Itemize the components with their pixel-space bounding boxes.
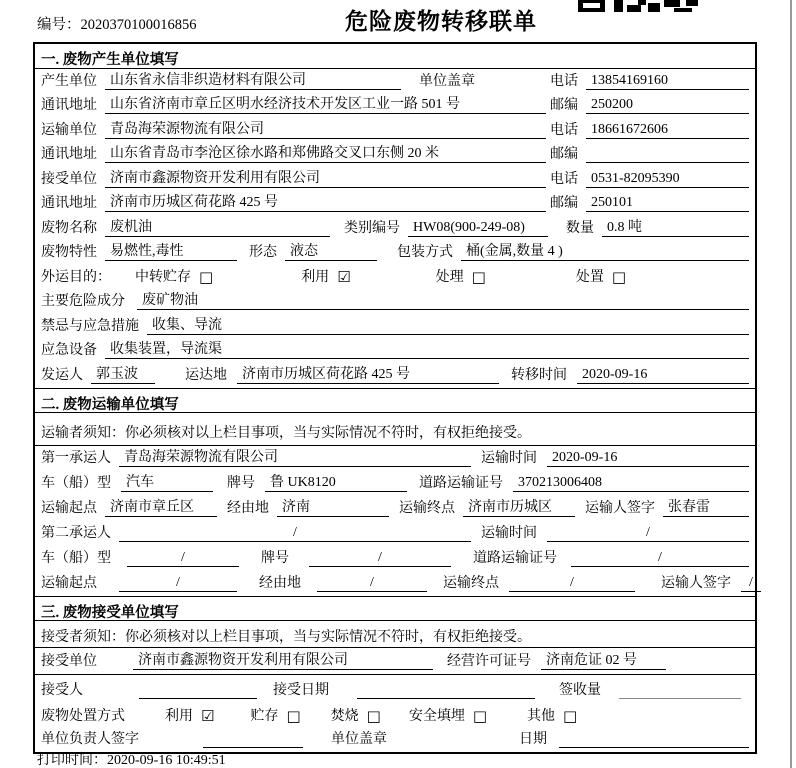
checkbox-checked-icon: ☑: [201, 707, 215, 725]
option-label: 利用: [301, 269, 330, 285]
zip-label: 邮编: [550, 98, 578, 113]
via-label: 经由地: [227, 500, 269, 516]
receiver-notice: 接受者须知：你必须核对以上栏目事项，当与实际情况不符时，有权拒绝接受。: [35, 621, 755, 648]
accept-date-value: [357, 682, 535, 699]
license-value: 济南危证 02 号: [541, 649, 666, 670]
date-label: 日期: [519, 731, 547, 747]
transporter-row: [35, 118, 755, 143]
purpose-option-transfer-storage: [135, 266, 213, 286]
carrier-sign-1-value: 张春雷: [663, 496, 749, 517]
option-label: 贮存: [250, 708, 279, 724]
address-label: 通讯地址: [41, 98, 97, 113]
hazard-component-value: 废矿物油: [137, 289, 749, 310]
option-label: 处理: [435, 269, 464, 285]
transporter-address-value: 山东省青岛市李沧区徐水路和郑佛路交叉口东侧 20 米: [105, 142, 546, 163]
received-amount-value: [619, 682, 741, 699]
disposal-option-storage: [250, 705, 300, 725]
transporter-label: 运输单位: [41, 122, 97, 138]
quantity-label: 数量: [566, 220, 594, 236]
receiver-address-value: 济南市历城区荷花路 425 号: [105, 191, 546, 212]
vehicle-type-1-value: 汽车: [121, 471, 213, 492]
checkbox-unchecked-icon: □: [472, 707, 488, 725]
checkbox-unchecked-icon: □: [611, 268, 627, 286]
waste-property-row: [35, 241, 755, 266]
accept-unit-value: 济南市鑫源物资开发利用有限公司: [133, 649, 433, 670]
waste-property-value: 易燃性,毒性: [105, 240, 237, 261]
vehicle-type-label: 车（船）型: [41, 550, 111, 566]
producer-zip-value: 250200: [586, 97, 749, 114]
accept-person-value: [139, 682, 257, 699]
checkbox-unchecked-icon: □: [366, 707, 381, 725]
section-3-title: 三. 废物接受单位填写: [35, 596, 755, 621]
print-time-value: 2020-09-16 10:49:51: [107, 753, 226, 768]
receiver-zip-value: 250101: [586, 195, 749, 212]
accept-person-row: [35, 675, 755, 703]
checkbox-unchecked-icon: □: [471, 268, 486, 286]
end-label: 运输终点: [443, 575, 499, 591]
destination-label: 运达地: [185, 367, 227, 383]
transfer-purpose-row: [35, 265, 755, 290]
carrier-sign-2-value: /: [741, 575, 761, 592]
print-time-line: [37, 749, 226, 768]
road-cert-1-value: 370213006408: [513, 475, 749, 492]
transport-time-label: 运输时间: [481, 450, 537, 466]
accept-unit-label: 接受单位: [41, 653, 97, 669]
plate-2-value: /: [309, 550, 451, 567]
purpose-option-utilize: [301, 266, 350, 286]
transporter-value: 青岛海荣源物流有限公司: [105, 118, 546, 139]
form-value: 液态: [285, 240, 377, 261]
plate-label: 牌号: [261, 550, 289, 566]
accept-person-label: 接受人: [41, 682, 83, 698]
transport-time-2-value: /: [547, 525, 749, 542]
transporter-address-row: [35, 143, 755, 168]
shipper-row: [35, 363, 755, 388]
category-value: HW08(900-249-08): [408, 220, 548, 237]
route-2-row: [35, 571, 755, 596]
origin-label: 运输起点: [41, 500, 97, 516]
hazard-component-label: 主要危险成分: [41, 294, 125, 309]
road-cert-2-value: /: [571, 550, 749, 567]
packing-value: 桶(金属,数量 4 ): [461, 240, 749, 261]
form-label: 形态: [249, 245, 277, 260]
second-carrier-value: /: [119, 525, 471, 542]
road-cert-label: 道路运输证号: [419, 475, 503, 491]
disposal-method-label: 废物处置方式: [41, 708, 125, 724]
emergency-measures-value: 收集、导流: [147, 314, 749, 335]
transporter-notice: 运输者须知：你必须核对以上栏目事项，当与实际情况不符时，有权拒绝接受。: [35, 413, 755, 446]
disposal-method-row: [35, 703, 755, 729]
zip-label: 邮编: [550, 196, 578, 211]
road-cert-label: 道路运输证号: [473, 550, 557, 566]
end-label: 运输终点: [399, 500, 455, 516]
license-label: 经营许可证号: [447, 653, 531, 669]
phone-label: 电话: [550, 171, 578, 187]
vehicle-2-row: [35, 546, 755, 571]
checkbox-unchecked-icon: □: [286, 707, 301, 725]
transporter-group: [41, 118, 546, 139]
via-1-value: 济南: [277, 496, 389, 517]
disposal-option-incinerate: [331, 705, 381, 725]
phone-label: 电话: [550, 122, 578, 138]
page-title: 危险废物转移联单: [345, 9, 537, 34]
disposal-option-other: [527, 705, 577, 725]
date-value: [559, 731, 749, 748]
option-label: 安全填埋: [408, 708, 465, 724]
option-label: 处置: [575, 269, 604, 285]
address-label: 通讯地址: [41, 147, 97, 162]
section-1-title: 一. 废物产生单位填写: [35, 44, 755, 69]
producer-address-group: [41, 93, 546, 114]
producer-row: [35, 69, 755, 94]
origin-1-value: 济南市章丘区: [105, 496, 217, 517]
end-1-value: 济南市历城区: [463, 496, 575, 517]
waste-property-label: 废物特性: [41, 245, 97, 260]
vehicle-type-2-value: /: [127, 550, 239, 567]
vehicle-1-row: [35, 471, 755, 496]
zip-label: 邮编: [550, 147, 578, 162]
transfer-time-value: 2020-09-16: [577, 367, 749, 384]
transport-time-label: 运输时间: [481, 525, 537, 541]
doc-number-label: 编号：: [37, 17, 81, 33]
emergency-equipment-value: 收集装置，导流渠: [105, 338, 749, 359]
option-label: 中转贮存: [135, 269, 191, 285]
qr-code-fragment-icon: [578, 0, 702, 17]
waste-name-value: 废机油: [105, 216, 330, 237]
second-carrier-label: 第二承运人: [41, 525, 111, 541]
producer-phone-value: 13854169160: [586, 73, 749, 90]
emergency-equipment-label: 应急设备: [41, 343, 97, 358]
print-time-label: 打印时间：: [37, 753, 107, 768]
responsible-sign-value: [203, 731, 303, 748]
origin-2-value: /: [119, 575, 237, 592]
emergency-measures-label: 禁忌与应急措施: [41, 318, 139, 334]
unit-seal-label: 单位盖章: [419, 73, 475, 89]
receiver-unit-label: 接受单位: [41, 171, 97, 187]
accept-unit-row: [35, 648, 755, 675]
waste-name-row: [35, 216, 755, 241]
plate-1-value: 鲁 UK8120: [265, 471, 407, 492]
first-carrier-row: [35, 446, 755, 471]
plate-label: 牌号: [227, 475, 255, 491]
hazard-component-row: [35, 290, 755, 315]
first-carrier-label: 第一承运人: [41, 450, 111, 466]
producer-address-value: 山东省济南市章丘区明水经济技术开发区工业一路 501 号: [105, 93, 546, 114]
transfer-purpose-label: 外运目的：: [41, 269, 111, 285]
quantity-value: 0.8 吨: [602, 216, 749, 237]
checkbox-unchecked-icon: □: [199, 268, 214, 286]
page-edge-divider: [790, 0, 792, 768]
route-1-row: [35, 496, 755, 521]
address-label: 通讯地址: [41, 196, 97, 211]
vehicle-type-label: 车（船）型: [41, 475, 111, 491]
origin-label: 运输起点: [41, 575, 97, 591]
via-label: 经由地: [259, 575, 301, 591]
transfer-time-label: 转移时间: [511, 367, 567, 383]
emergency-equipment-row: [35, 339, 755, 364]
first-carrier-value: 青岛海荣源物流有限公司: [119, 446, 471, 467]
via-2-value: /: [317, 575, 427, 592]
receiver-address-group: [41, 191, 546, 212]
transporter-address-group: [41, 142, 546, 163]
end-2-value: /: [509, 575, 635, 592]
waste-name-label: 废物名称: [41, 220, 97, 236]
option-label: 焚烧: [330, 708, 359, 724]
doc-number-value: 2020370100016856: [80, 17, 197, 33]
producer-label: 产生单位: [41, 73, 97, 89]
disposal-option-landfill: [409, 705, 487, 725]
receiver-unit-value: 济南市鑫源物资开发利用有限公司: [105, 167, 546, 188]
phone-label: 电话: [550, 73, 578, 89]
option-label: 其他: [527, 708, 556, 724]
accept-date-label: 接受日期: [273, 682, 329, 698]
transport-time-1-value: 2020-09-16: [547, 450, 749, 467]
category-label: 类别编号: [344, 220, 400, 236]
received-amount-label: 签收量: [559, 682, 601, 698]
carrier-sign-label: 运输人签字: [661, 575, 731, 591]
option-label: 利用: [165, 708, 193, 724]
purpose-option-dispose: [576, 266, 626, 286]
receiver-unit-group: [41, 167, 546, 188]
form-table: [33, 42, 757, 754]
receiver-address-row: [35, 192, 755, 217]
receiver-unit-row: [35, 167, 755, 192]
purpose-option-treat: [436, 266, 486, 286]
producer-value: 山东省永信非织造材料有限公司: [105, 69, 401, 90]
checkbox-unchecked-icon: □: [563, 707, 578, 725]
checkbox-checked-icon: ☑: [337, 268, 351, 286]
shipper-label: 发运人: [41, 367, 83, 383]
emergency-measures-row: [35, 314, 755, 339]
producer-address-row: [35, 94, 755, 119]
receiver-phone-value: 0531-82095390: [586, 171, 749, 188]
transporter-phone-value: 18661672606: [586, 122, 749, 139]
carrier-sign-label: 运输人签字: [585, 500, 655, 516]
destination-value: 济南市历城区荷花路 425 号: [237, 363, 499, 384]
shipper-value: 郭玉波: [91, 363, 155, 384]
unit-seal-label: 单位盖章: [331, 731, 387, 747]
producer-left-group: [41, 69, 546, 90]
transporter-zip-value: [586, 146, 749, 163]
packing-label: 包装方式: [397, 245, 453, 260]
section-2-title: 二. 废物运输单位填写: [35, 388, 755, 413]
responsible-sign-label: 单位负责人签字: [41, 731, 139, 747]
second-carrier-row: [35, 521, 755, 546]
disposal-option-utilize: [165, 705, 214, 725]
